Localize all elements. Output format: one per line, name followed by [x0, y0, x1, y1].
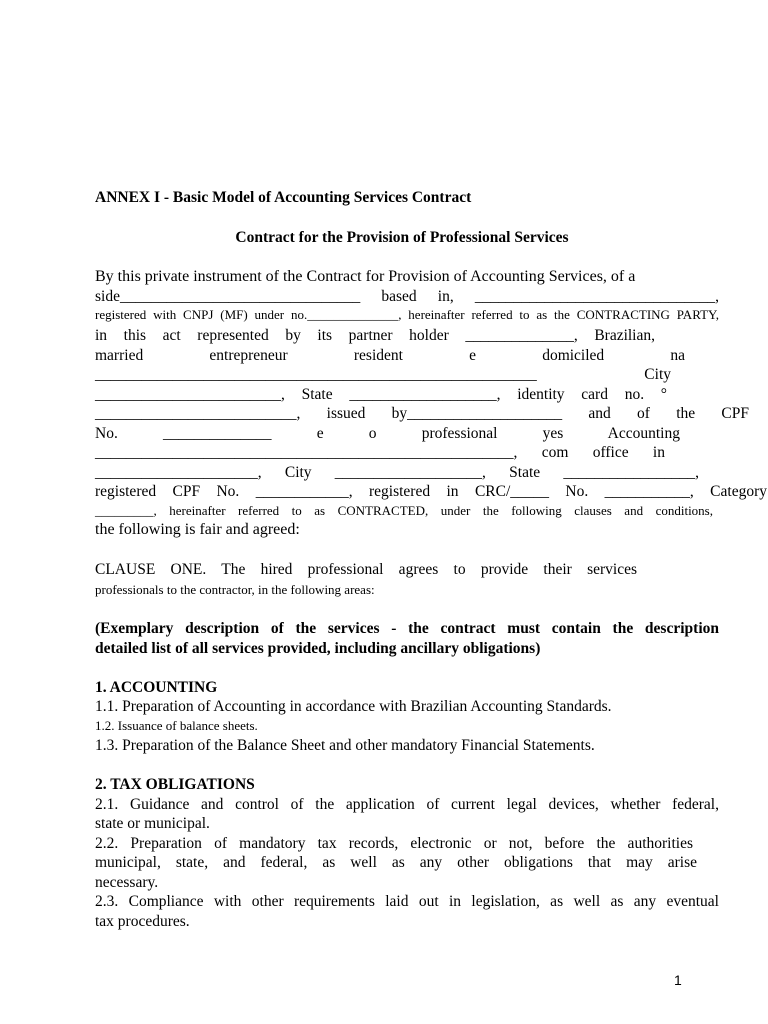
- preamble-line: _________, hereinafter referred to as CONTRACTED, under the following clauses and conditions,: [95, 503, 713, 518]
- clause-line: CLAUSE ONE. The hired professional agrees to provide their services: [95, 561, 637, 578]
- section-line: municipal, state, and federal, as well as any other obligations that may arise: [95, 854, 697, 871]
- preamble-line: married entrepreneur resident e domiciled na: [95, 347, 685, 364]
- clause-line: professionals to the contractor, in the following areas:: [95, 582, 375, 597]
- section-line: 2.3. Compliance with other requirements laid out in legislation, as well as any eventual: [95, 893, 719, 910]
- preamble-line: _________________________________________________________ City: [95, 366, 671, 383]
- section-item: 1.2. Issuance of balance sheets.: [95, 718, 258, 733]
- section-line: necessary.: [95, 874, 159, 891]
- preamble-line: ______________________________________________________, com office in: [95, 444, 665, 461]
- section-line: 2.1. Guidance and control of the application of current legal devices, whether federal,: [95, 796, 719, 813]
- preamble-line: ________________________, State ___________________, identity card no. °: [95, 386, 667, 403]
- preamble-line: registered CPF No. ____________, registered in CRC/_____ No. ___________, Category: [95, 483, 767, 500]
- preamble-line: registered with CNPJ (MF) under no.______________, hereinafter referred to as the CONTRACTING PARTY,: [95, 307, 719, 322]
- contract-subtitle: Contract for the Provision of Professional Services: [235, 229, 569, 246]
- section-item: 1.1. Preparation of Accounting in accordance with Brazilian Accounting Standards.: [95, 698, 612, 715]
- note-line: (Exemplary description of the services - the contract must contain the description: [95, 620, 719, 637]
- preamble-line: side_______________________________ based in, _______________________________,: [95, 288, 719, 305]
- section-line: state or municipal.: [95, 815, 210, 832]
- preamble-line: __________________________, issued by____________________ and of the CPF: [95, 405, 749, 422]
- preamble-line: in this act represented by its partner holder ______________, Brazilian,: [95, 327, 655, 344]
- section-heading: 2. TAX OBLIGATIONS: [95, 776, 255, 793]
- section-line: 2.2. Preparation of mandatory tax records, electronic or not, before the authorities: [95, 835, 693, 852]
- section-item: 1.3. Preparation of the Balance Sheet and other mandatory Financial Statements.: [95, 737, 595, 754]
- preamble-line: By this private instrument of the Contract for Provision of Accounting Services, of a: [95, 268, 636, 285]
- preamble-line: the following is fair and agreed:: [95, 521, 300, 538]
- section-line: tax procedures.: [95, 913, 190, 930]
- annex-title: ANNEX I - Basic Model of Accounting Services Contract: [95, 189, 472, 206]
- note-line: detailed list of all services provided, including ancillary obligations): [95, 640, 541, 657]
- page-number: 1: [674, 972, 682, 988]
- preamble-line: No. ______________ e o professional yes Accounting: [95, 425, 680, 442]
- preamble-line: _____________________, City ___________________, State _________________,: [95, 464, 699, 481]
- section-heading: 1. ACCOUNTING: [95, 679, 218, 696]
